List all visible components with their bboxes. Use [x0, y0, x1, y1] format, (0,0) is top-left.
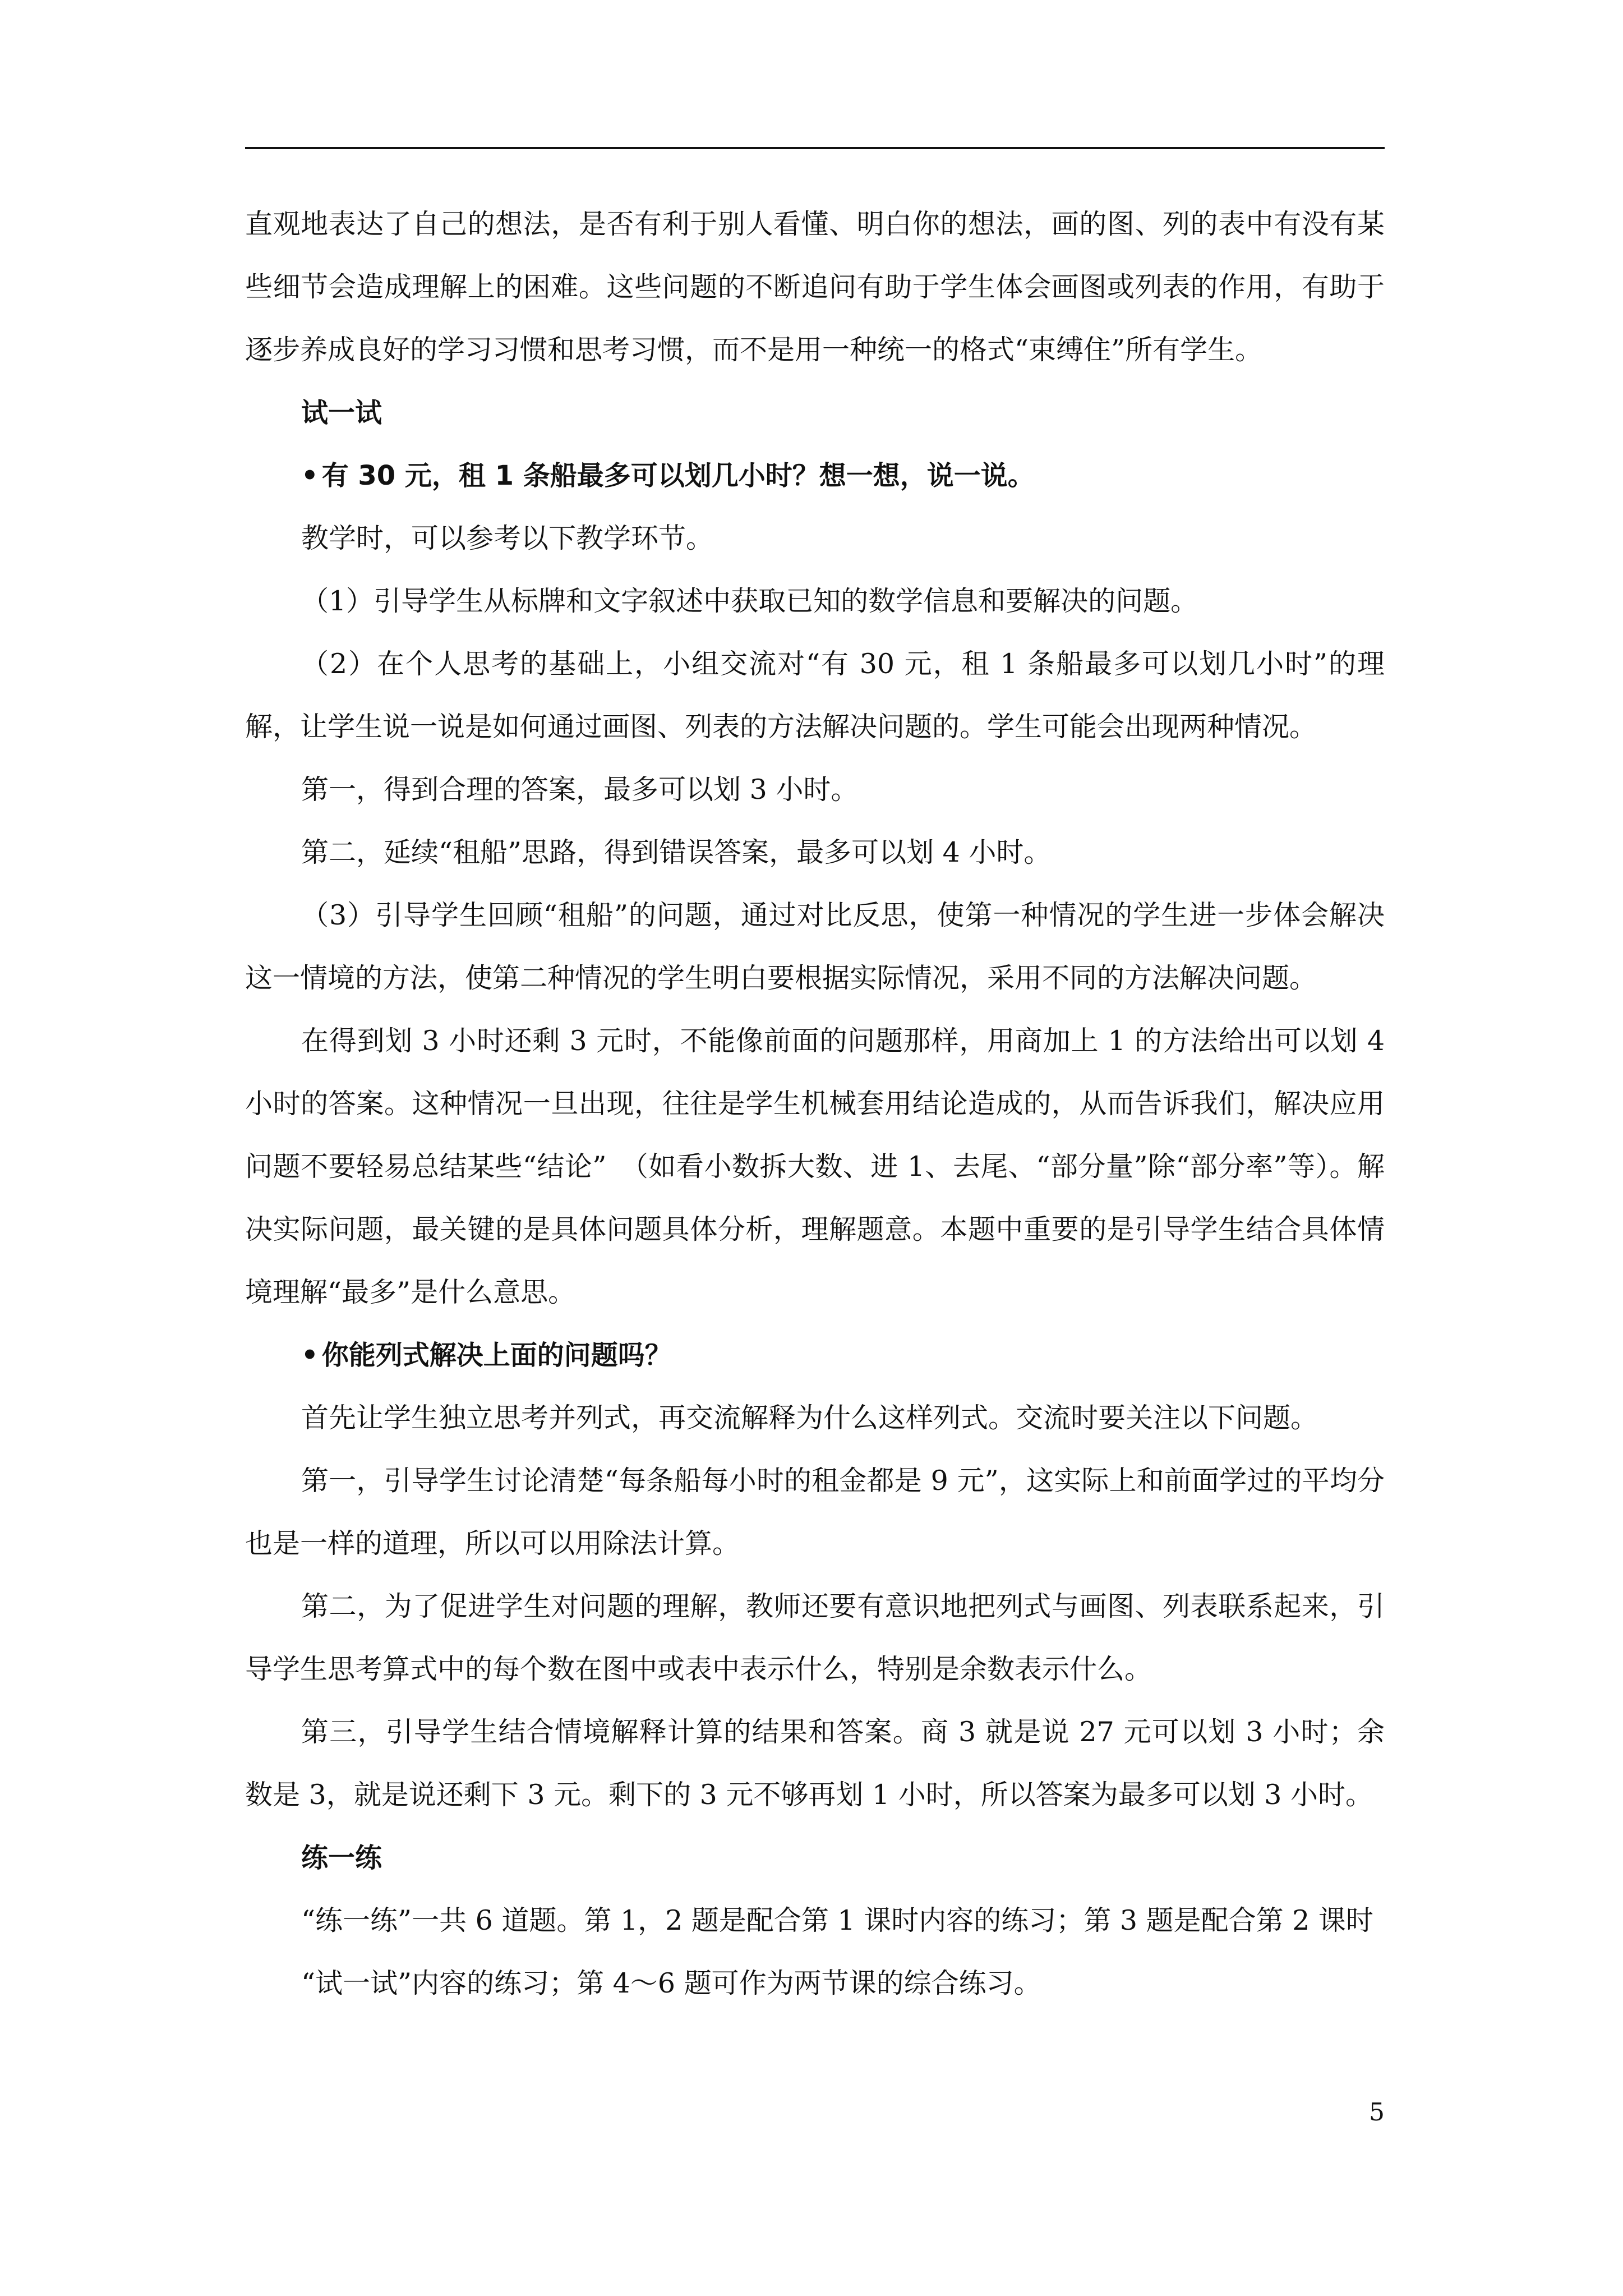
- paragraph-practice-2: “试一试”内容的练习；第 4～6 题可作为两节课的综合练习。: [301, 1967, 1041, 1999]
- bullet-text: 有 30 元，租 1 条船最多可以划几小时？想一想，说一说。: [321, 460, 1035, 491]
- section-heading-practice: 练一练: [301, 1842, 382, 1874]
- paragraph-step-1: （1）引导学生从标牌和文字叙述中获取已知的数学信息和要解决的问题。: [301, 585, 1198, 617]
- bullet-dot: •: [301, 460, 319, 491]
- page-number: 5: [1369, 2098, 1385, 2127]
- body-text: [245, 193, 1385, 2015]
- paragraph-step-3: （3）引导学生回顾“租船”的问题，通过对比反思，使第一种情况的学生进一步体会解决这一情境的方法，使第二种情况的学生明白要根据实际情况，采用不同的方法解决问题。: [245, 899, 1385, 994]
- paragraph: 教学时，可以参考以下教学环节。: [301, 522, 714, 554]
- paragraph-case-2: 第二，延续“租船”思路，得到错误答案，最多可以划 4 小时。: [301, 836, 1052, 868]
- paragraph-explanation: 在得到划 3 小时还剩 3 元时，不能像前面的问题那样，用商加上 1 的方法给出可以划 4 小时的答案。这种情况一旦出现，往往是学生机械套用结论造成的，从而告诉我们，解决应用问题不要轻易总结某些“结论” （如看小数拆大数、进 1、去尾、“部分量”除“部分率”等）。解决实际问题，最关键的是具体问题具体分析，理解题意。本题中重要的是引导学生结合具体情境理解“最多”是什么意思。: [245, 1025, 1385, 1308]
- bullet-question-equation: [245, 1324, 1385, 1387]
- section-heading-try: 试一试: [301, 397, 382, 429]
- paragraph-point-3: 第三，引导学生结合情境解释计算的结果和答案。商 3 就是说 27 元可以划 3 小时；余数是 3，就是说还剩下 3 元。剩下的 3 元不够再划 1 小时，所以答案为最多可以划 3 小时。: [245, 1716, 1385, 1811]
- bullet-dot: •: [301, 1340, 319, 1371]
- paragraph-step-2: （2）在个人思考的基础上，小组交流对“有 30 元，租 1 条船最多可以划几小时”的理解，让学生说一说是如何通过画图、列表的方法解决问题的。学生可能会出现两种情况。: [245, 648, 1385, 743]
- paragraph: 首先让学生独立思考并列式，再交流解释为什么这样列式。交流时要关注以下问题。: [301, 1402, 1318, 1434]
- bullet-text: 你能列式解决上面的问题吗？: [321, 1340, 672, 1371]
- paragraph-point-1: 第一，引导学生讨论清楚“每条船每小时的租金都是 9 元”，这实际上和前面学过的平均分也是一样的道理，所以可以用除法计算。: [245, 1465, 1385, 1559]
- paragraph-practice-1: “练一练”一共 6 道题。第 1，2 题是配合第 1 课时内容的练习；第 3 题是配合第 2 课时: [301, 1904, 1373, 1936]
- paragraph-point-2: 第二，为了促进学生对问题的理解，教师还要有意识地把列式与画图、列表联系起来，引导学生思考算式中的每个数在图中或表中表示什么，特别是余数表示什么。: [245, 1590, 1385, 1685]
- bullet-question-boat: [245, 444, 1385, 507]
- paragraph-case-1: 第一，得到合理的答案，最多可以划 3 小时。: [301, 774, 859, 806]
- paragraph-continuation: 直观地表达了自己的想法，是否有利于别人看懂、明白你的想法，画的图、列的表中有没有某些细节会造成理解上的困难。这些问题的不断追问有助于学生体会画图或列表的作用，有助于逐步养成良好的学习习惯和思考习惯，而不是用一种统一的格式“束缚住”所有学生。: [245, 208, 1385, 366]
- header-rule: [245, 147, 1385, 149]
